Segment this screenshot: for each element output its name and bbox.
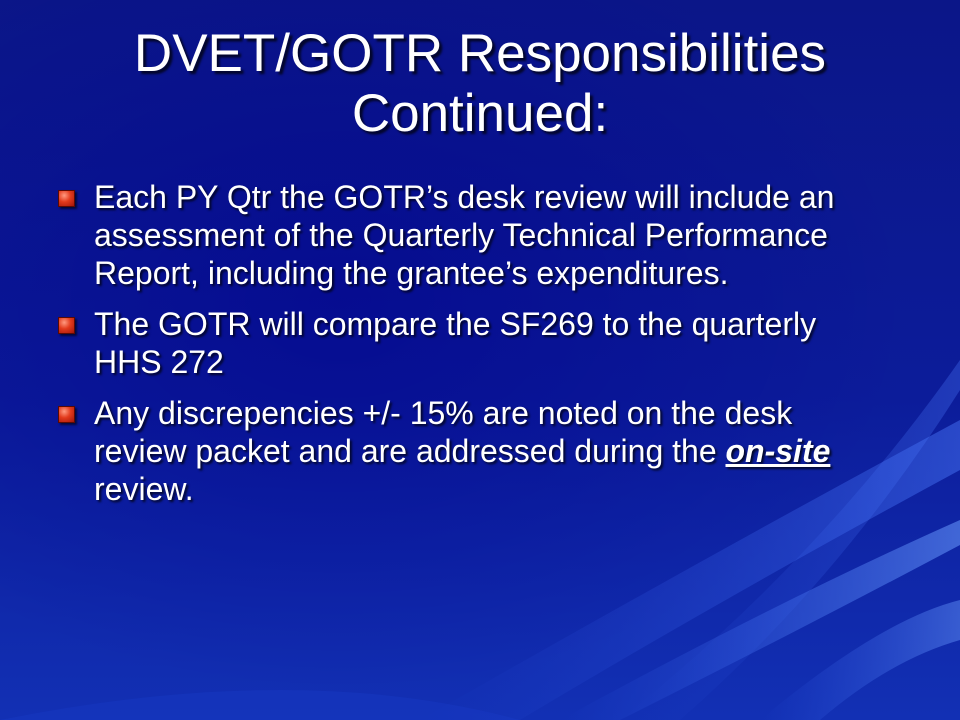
bullet-square-icon [58,317,75,334]
bullet-square-icon [58,406,75,423]
bullet-list [56,178,876,521]
title-line-1: DVET/GOTR Responsibilities [133,24,827,83]
bullet-text: Each PY Qtr the GOTR’s desk review will include an assessment of the Quarterly Technical Performance Report, including the grantee’s expenditures. [94,179,835,291]
bullet-item-desk-review [56,178,876,292]
bullet-text: The GOTR will compare the SF269 to the quarterly HHS 272 [94,306,817,380]
slide-title [40,24,920,144]
bullet-square-icon [58,190,75,207]
title-line-2: Continued: [351,84,609,143]
bullet-text-before: Any discrepencies +/- 15% are noted on the desk review packet and are addressed during the [94,395,793,469]
bullet-text-after: review. [94,471,194,507]
on-site-emphasis: on-site [725,433,831,469]
bullet-item-discrepancies [56,394,876,508]
bullet-item-sf269-compare [56,305,876,381]
